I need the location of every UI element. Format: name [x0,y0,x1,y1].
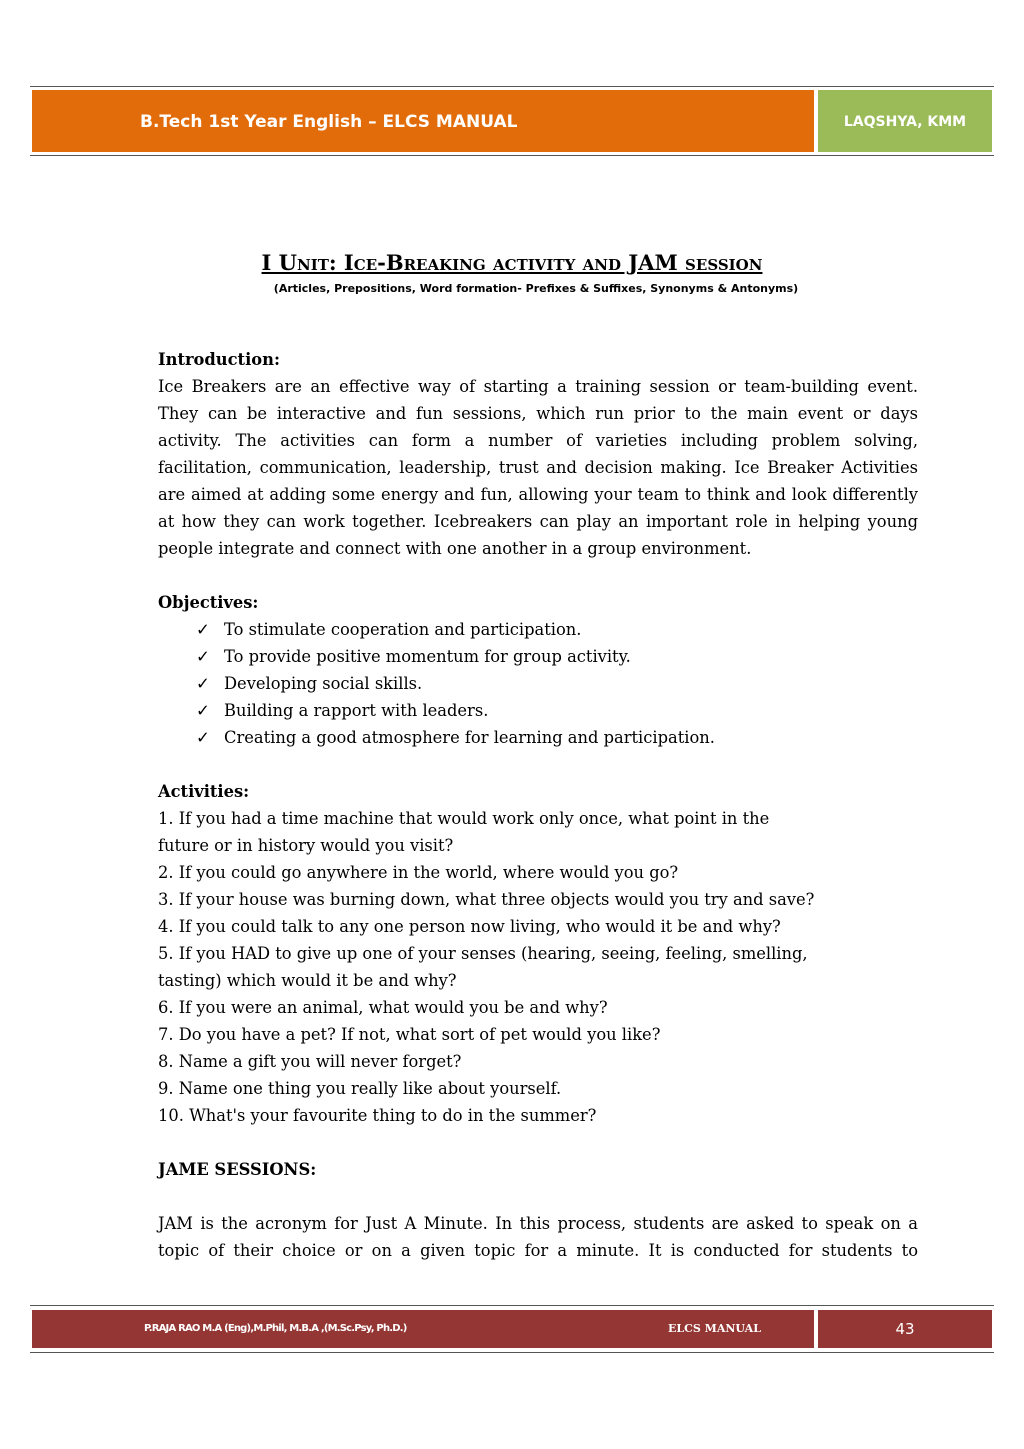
objective-text: Developing social skills. [224,674,423,693]
header-title: B.Tech 1st Year English – ELCS MANUAL [140,112,518,132]
checkmark-icon: ✓ [196,728,210,747]
activity-item: 10. What's your favourite thing to do in the summer? [158,1106,597,1125]
header-org-box [818,90,992,152]
objective-text: Creating a good atmosphere for learning and participation. [224,728,715,747]
activities-list [158,805,918,1129]
page-title: I Unit: Ice-Breaking activity and JAM session [261,250,763,275]
activities-heading: Activities: [158,782,250,801]
objective-item [196,697,918,724]
jam-heading: JAME SESSIONS: [158,1160,317,1179]
activity-item: 3. If your house was burning down, what three objects would you try and save? [158,890,815,909]
footer-top-rule [30,1305,994,1306]
objective-text: Building a rapport with leaders. [224,701,489,720]
jam-paragraph: JAM is the acronym for Just A Minute. In this process, students are asked to speak on a topic of their choice or on a given topic for a minute. It is conducted for students to [158,1214,918,1260]
objective-item [196,643,918,670]
objective-item [196,670,918,697]
checkmark-icon: ✓ [196,674,210,693]
objective-text: To stimulate cooperation and participation. [224,620,582,639]
activity-item: 1. If you had a time machine that would work only once, what point in the future or in history would you visit? [158,809,770,855]
activity-item: 5. If you HAD to give up one of your senses (hearing, seeing, feeling, smelling, tasting) which would it be and why? [158,944,808,990]
objective-item [196,616,918,643]
activity-item: 7. Do you have a pet? If not, what sort of pet would you like? [158,1025,661,1044]
objective-text: To provide positive momentum for group activity. [224,647,631,666]
header-title-bar [32,90,814,152]
checkmark-icon: ✓ [196,620,210,639]
page-subtitle: (Articles, Prepositions, Word formation- Prefixes & Suffixes, Synonyms & Antonyms) [273,282,799,295]
objective-item [196,724,918,751]
activity-item: 6. If you were an animal, what would you be and why? [158,998,608,1017]
activity-item: 8. Name a gift you will never forget? [158,1052,462,1071]
footer-page-box [818,1310,992,1348]
objectives-list [158,616,918,751]
footer-bar [32,1310,814,1348]
header-org: LAQSHYA, KMM [843,114,967,130]
spacer [158,562,918,589]
main-content [158,346,918,1264]
activity-item: 4. If you could talk to any one person now living, who would it be and why? [158,917,781,936]
activity-item: 2. If you could go anywhere in the world, where would you go? [158,863,679,882]
footer-author: P.RAJA RAO M.A (Eng),M.Phil, M.B.A ,(M.Sc.Psy, Ph.D.) [144,1323,407,1334]
page-number: 43 [895,1320,915,1338]
activity-item: 9. Name one thing you really like about yourself. [158,1079,562,1098]
spacer [158,1183,918,1210]
intro-paragraph: Ice Breakers are an effective way of starting a training session or team-building event. They can be interactive and fun sessions, which run prior to the main event or days activity. The activities can form a number of varieties including problem solving, facilitation, communication, leadership, trust and decision making. Ice Breaker Activities are aimed at adding some energy and fun, allowing your team to think and look differently at how they can work together. Icebreakers can play an important role in helping young people integrate and connect with one another in a group environment. [158,377,918,558]
header-top-rule [30,86,994,87]
intro-heading: Introduction: [158,350,280,369]
checkmark-icon: ✓ [196,647,210,666]
header-bottom-rule [30,155,994,156]
spacer [158,751,918,778]
checkmark-icon: ✓ [196,701,210,720]
objectives-heading: Objectives: [158,593,259,612]
footer-bottom-rule [30,1352,994,1353]
footer-manual: ELCS MANUAL [668,1322,761,1335]
spacer [158,1129,918,1156]
